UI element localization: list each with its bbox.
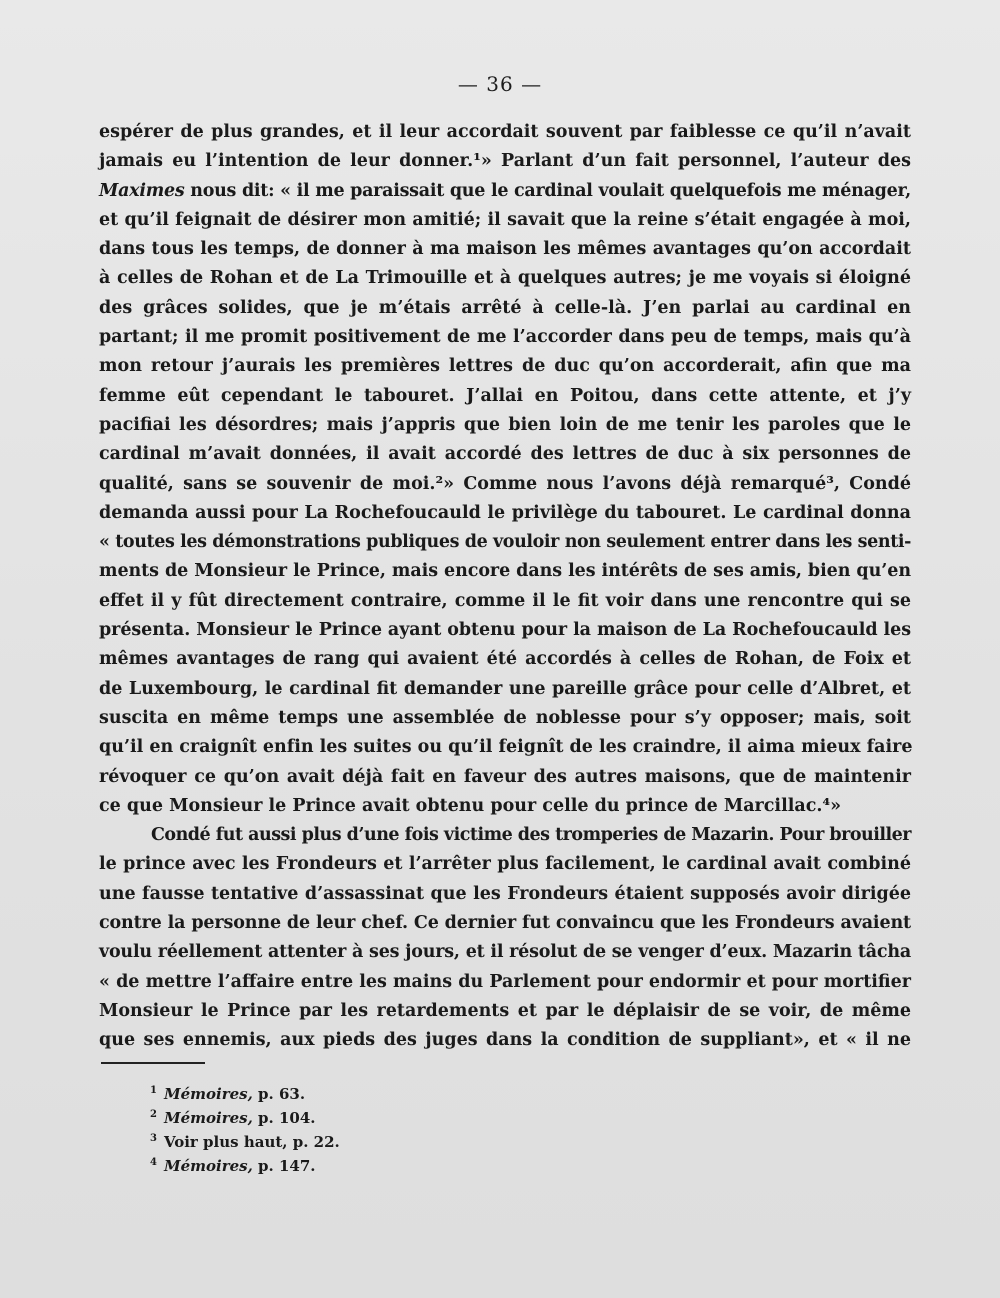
text-line: femme eût cependant le tabouret. J’allai en Poitou, dans cette attente, et j’y <box>99 385 911 406</box>
text-line: « de mettre l’affaire entre les mains du Parlement pour endormir et pour mortifier <box>99 971 911 992</box>
text-line: ments de Monsieur le Prince, mais encore dans les intérêts de ses amis, bien qu’en <box>99 561 911 582</box>
footnote-text: Voir plus haut, p. 22. <box>163 1133 340 1151</box>
text-line: contre la personne de leur chef. Ce dernier fut convaincu que les Frondeurs avaient <box>99 913 911 934</box>
text-line: ce que Monsieur le Prince avait obtenu pour celle du prince de Marcillac.⁴» <box>99 795 842 816</box>
text-line: des grâces solides, que je m’étais arrêté à celle-là. J’en parlai au cardinal en <box>99 297 911 318</box>
text-line: espérer de plus grandes, et il leur accordait souvent par faiblesse ce qu’il n’avait <box>99 122 911 142</box>
text-line: voulu réellement attenter à ses jours, et il résolut de se venger d’eux. Mazarin tâcha <box>99 942 911 963</box>
text-line: le prince avec les Frondeurs et l’arrêter plus facilement, le cardinal avait combiné <box>99 854 911 875</box>
footnote <box>150 1103 550 1127</box>
text-line: qu’il en craignît enfin les suites ou qu’il feignît de les craindre, il aima mieux faire <box>99 737 913 758</box>
footnote-divider <box>101 1062 205 1064</box>
footnote-mark: 3 <box>150 1133 157 1144</box>
text-line: Maximes nous dit: « il me paraissait que le cardinal voulait quelquefois me ménager, <box>99 180 912 201</box>
text-line: Condé fut aussi plus d’une fois victime des tromperies de Mazarin. Pour brouiller <box>151 825 911 846</box>
text-line: effet il y fût directement contraire, comme il le fit voir dans une rencontre qui se <box>99 590 911 611</box>
text-line: suscita en même temps une assemblée de noblesse pour s’y opposer; mais, soit <box>99 707 911 728</box>
text-line: mon retour j’aurais les premières lettres de duc qu’on accorderait, afin que ma <box>99 356 911 377</box>
footnote <box>150 1079 550 1103</box>
page-number: — 36 — <box>457 72 543 96</box>
footnote-text: p. 104. <box>258 1109 316 1127</box>
text-line: que ses ennemis, aux pieds des juges dans la condition de suppliant», et « il ne <box>99 1030 911 1051</box>
book-title-italic: Maximes <box>99 180 185 201</box>
text-line: révoquer ce qu’on avait déjà fait en faveur des autres maisons, que de maintenir <box>99 766 911 787</box>
text-line: et qu’il feignait de désirer mon amitié; il savait que la reine s’était engagée à moi, <box>99 209 911 230</box>
footnote-title: Mémoires, <box>163 1085 253 1103</box>
footnote-mark: 2 <box>150 1109 157 1120</box>
body-text <box>99 118 911 1056</box>
footnote-mark: 4 <box>150 1157 157 1168</box>
text-line: demanda aussi pour La Rochefoucauld le privilège du tabouret. Le cardinal donna <box>99 502 911 523</box>
footnote-mark: 1 <box>150 1085 157 1096</box>
text-line: dans tous les temps, de donner à ma maison les mêmes avantages qu’on accordait <box>99 239 911 260</box>
text-line: partant; il me promit positivement de me l’accorder dans peu de temps, mais qu’à <box>99 327 911 348</box>
text-line: Monsieur le Prince par les retardements et par le déplaisir de se voir, de même <box>99 1000 911 1021</box>
text-line: présenta. Monsieur le Prince ayant obtenu pour la maison de La Rochefoucauld les <box>99 620 911 641</box>
footnotes <box>150 1079 550 1175</box>
text-line: jamais eu l’intention de leur donner.¹» Parlant d’un fait personnel, l’auteur des <box>99 151 911 172</box>
footnote-text: p. 63. <box>258 1085 306 1103</box>
text-line: de Luxembourg, le cardinal fit demander une pareille grâce pour celle d’Albret, et <box>99 678 911 699</box>
text-line: à celles de Rohan et de La Trimouille et à quelques autres; je me voyais si éloigné <box>99 268 911 289</box>
footnote-title: Mémoires, <box>163 1157 253 1175</box>
text-line: « toutes les démonstrations publiques de vouloir non seulement entrer dans les senti- <box>99 532 911 553</box>
text-line: mêmes avantages de rang qui avaient été accordés à celles de Rohan, de Foix et <box>99 649 911 670</box>
text-line: qualité, sans se souvenir de moi.²» Comme nous l’avons déjà remarqué³, Condé <box>99 473 911 494</box>
footnote-text: p. 147. <box>258 1157 316 1175</box>
footnote-title: Mémoires, <box>163 1109 253 1127</box>
text-line: pacifiai les désordres; mais j’appris que bien loin de me tenir les paroles que le <box>99 414 911 435</box>
footnote <box>150 1127 550 1151</box>
footnote <box>150 1151 550 1175</box>
text-line: cardinal m’avait données, il avait accordé des lettres de duc à six personnes de <box>99 444 911 465</box>
text-line: une fausse tentative d’assassinat que les Frondeurs étaient supposés avoir dirigée <box>99 883 911 904</box>
